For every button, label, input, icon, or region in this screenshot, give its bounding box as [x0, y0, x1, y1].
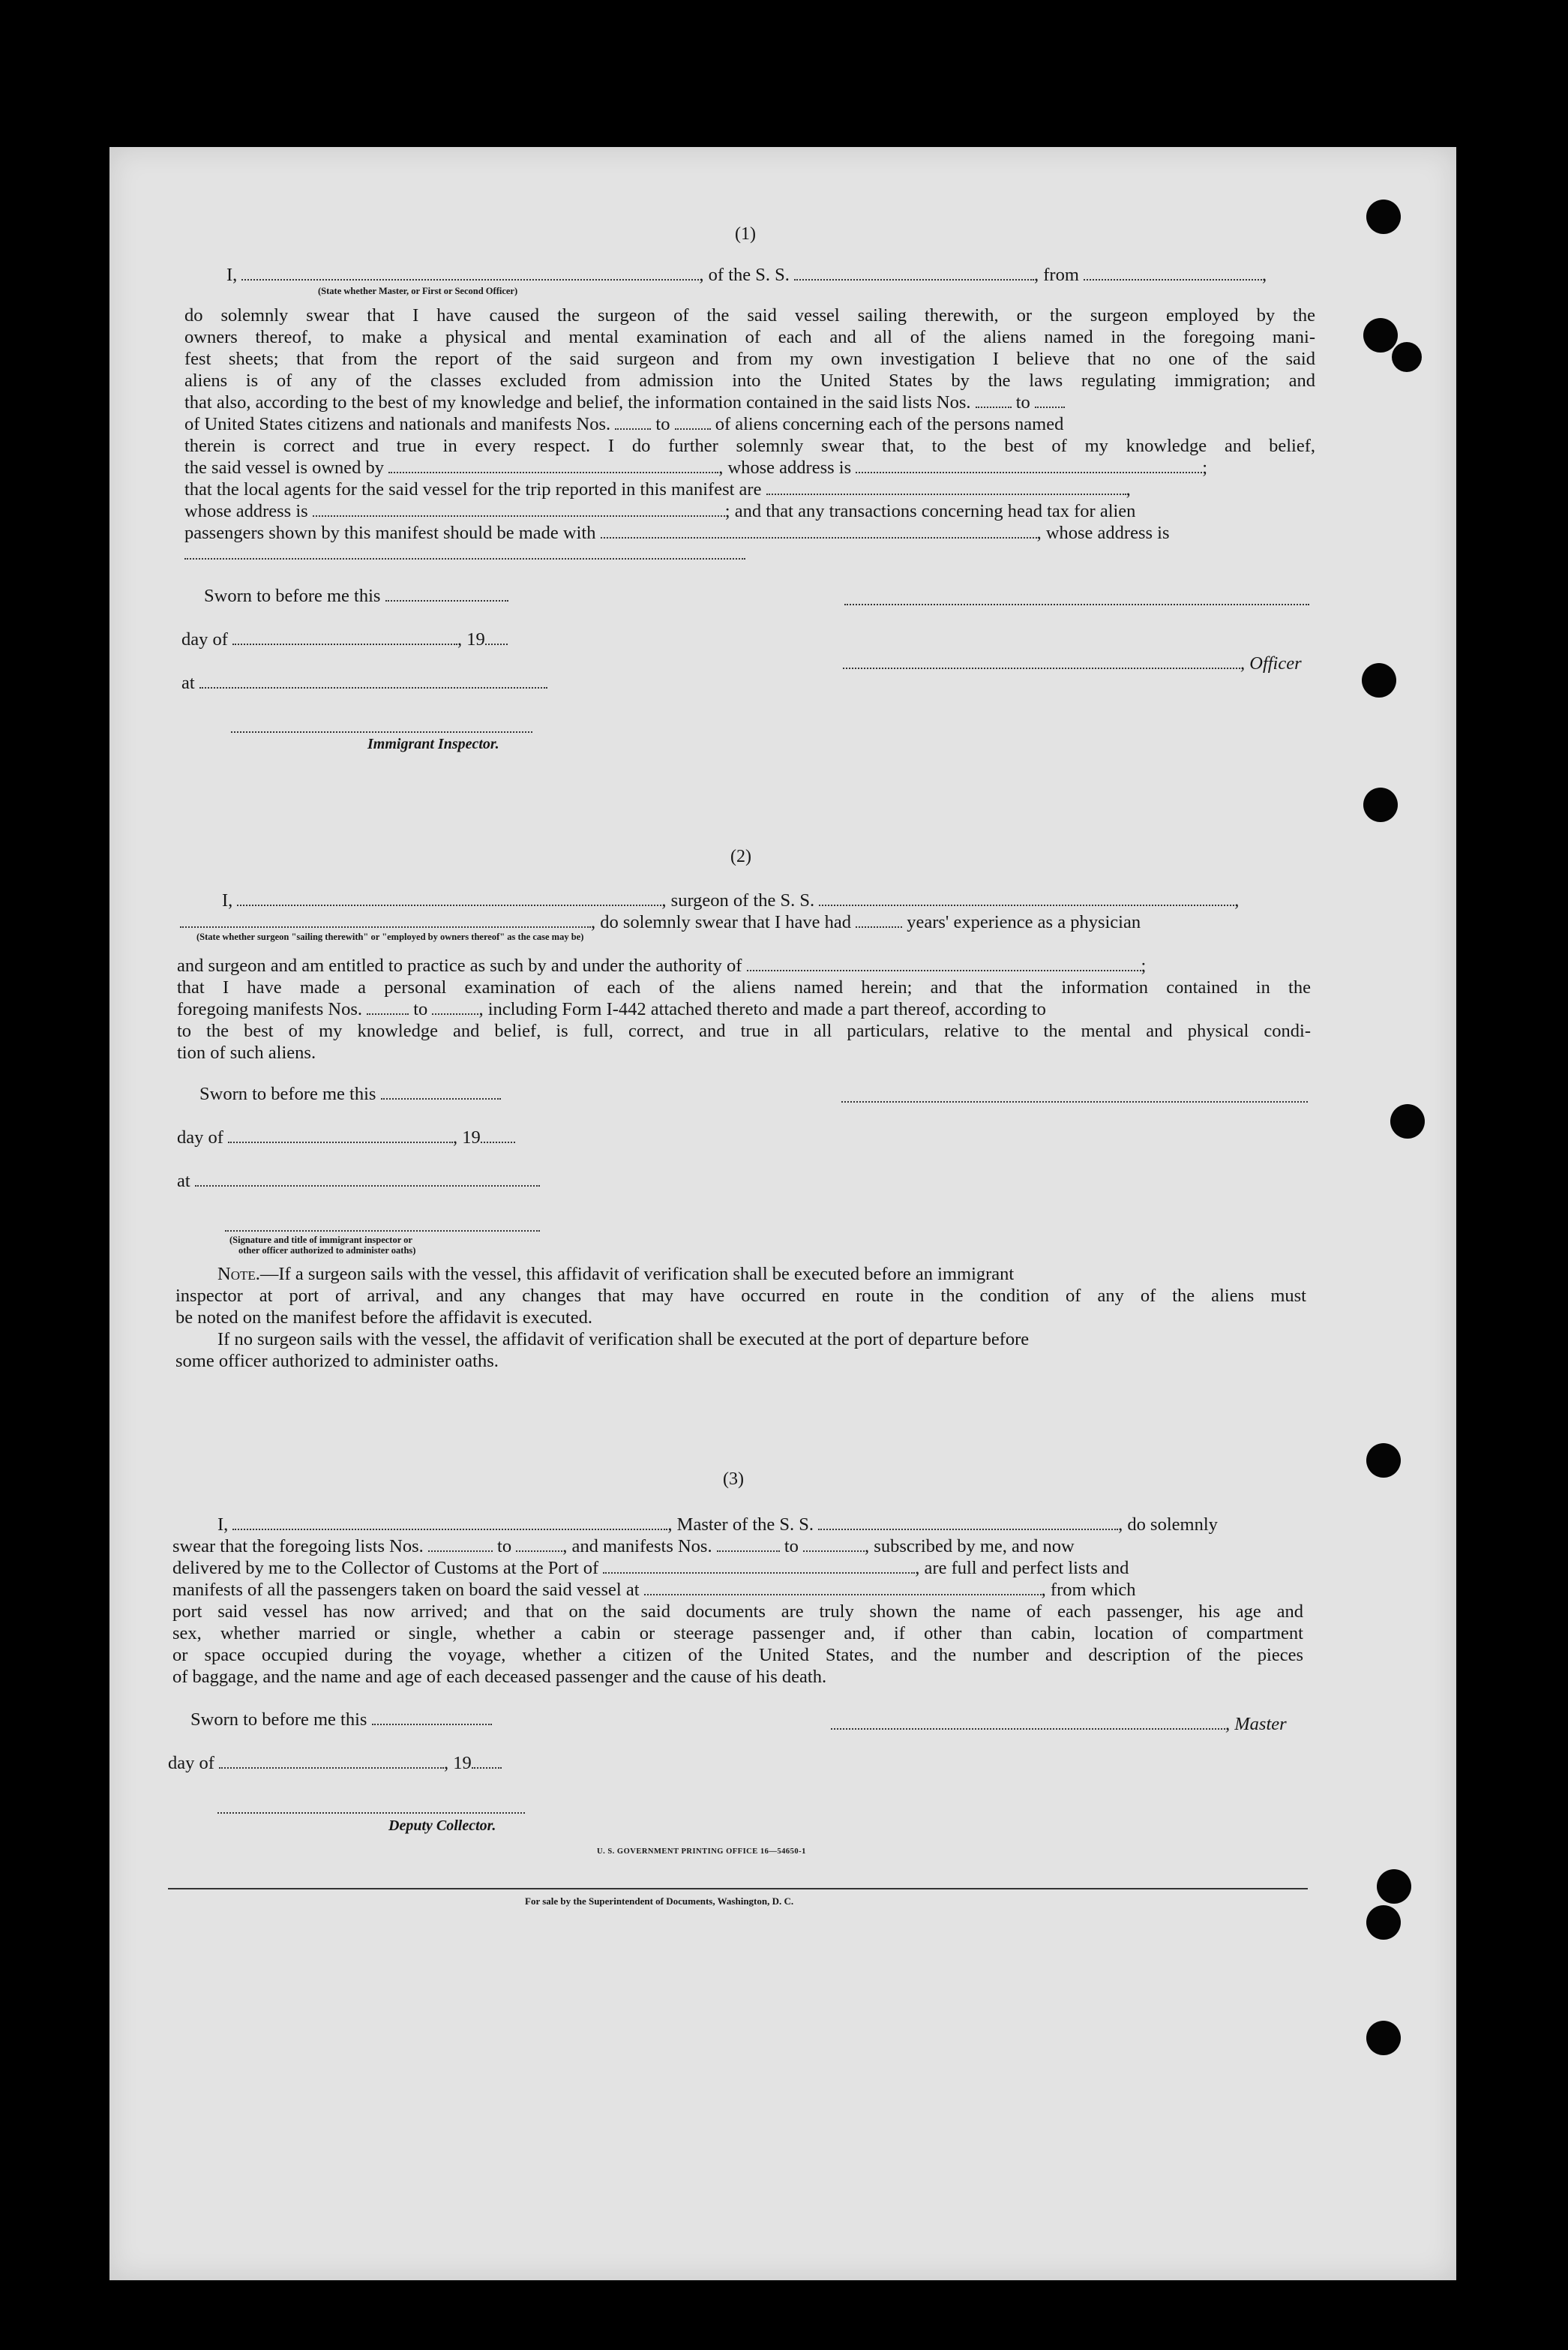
oath-text: foregoing manifests Nos. to , including Form I-442 attached thereto and made a part thereof, according to — [177, 999, 1046, 1019]
signature-line[interactable] — [844, 604, 1309, 605]
note-text: be noted on the manifest before the affidavit is executed. — [175, 1307, 593, 1328]
head-tax-party-field[interactable] — [601, 524, 1037, 539]
owner-field[interactable] — [388, 458, 718, 473]
oath-text: the said vessel is owned by , whose address is ; — [184, 458, 1208, 478]
master-signature-line: , Master — [831, 1713, 1287, 1735]
year-field[interactable] — [472, 1754, 502, 1769]
oath-text: whose address is ; and that any transactions concerning head tax for alien — [184, 501, 1136, 521]
oath-text: do solemnly swear that I have caused the surgeon of the said vessel sailing therewith, or the surgeon employed by the — [184, 305, 1315, 326]
section-number: (1) — [735, 224, 756, 244]
lists-to-field[interactable] — [516, 1537, 562, 1552]
day-of-line: day of , 19 — [168, 1752, 502, 1774]
oath-text: passengers shown by this manifest should be made with , whose address is — [184, 523, 1170, 543]
master-line: I, , Master of the S. S. , do solemnly — [217, 1514, 1218, 1535]
month-field[interactable] — [232, 630, 457, 645]
master-name-field[interactable] — [232, 1515, 667, 1530]
sworn-line: Sworn to before me this — [199, 1083, 501, 1105]
oath-text: therein is correct and true in every respect. I do further solemnly swear that, to the best of my knowledge and belief, — [184, 436, 1315, 456]
master-signature-field[interactable] — [831, 1715, 1225, 1730]
manifests-to-field[interactable] — [803, 1537, 865, 1552]
authority-field[interactable] — [747, 956, 1141, 971]
punch-hole — [1362, 663, 1396, 698]
place-field[interactable] — [199, 674, 547, 689]
vessel-name-field[interactable] — [818, 1515, 1118, 1530]
note-text: Note.—If a surgeon sails with the vessel, this affidavit of verification shall be executed before an immigrant — [217, 1264, 1015, 1284]
note-text: inspector at port of arrival, and any changes that may have occurred en route in the condition of any of the aliens must — [175, 1286, 1306, 1306]
oath-text: fest sheets; that from the report of the said surgeon and from my own investigation I believe that no one of the said — [184, 349, 1315, 369]
officer-line: I, , of the S. S. , from , — [226, 265, 1267, 285]
year-field[interactable] — [485, 630, 508, 645]
surgeon-signature-line[interactable] — [841, 1101, 1308, 1103]
surgeon-name-field[interactable] — [237, 891, 661, 906]
sworn-date-field[interactable] — [381, 1085, 501, 1100]
year-field[interactable] — [481, 1128, 515, 1143]
oath-text: or space occupied during the voyage, whether a citizen of the United States, and the number and description of the pieces — [172, 1645, 1303, 1665]
oath-text: that I have made a personal examination of each of the aliens named herein; and that the information contained in the — [177, 977, 1311, 998]
collector-signature-line[interactable] — [217, 1812, 525, 1814]
sale-notice: For sale by the Superintendent of Documents, Washington, D. C. — [525, 1895, 794, 1907]
manifests-from-field[interactable] — [367, 1000, 409, 1015]
oath-text: manifests of all the passengers taken on board the said vessel at , from which — [172, 1580, 1136, 1600]
oath-text: to the best of my knowledge and belief, is full, correct, and true in all particulars, relative to the mental and physical condi- — [177, 1021, 1311, 1041]
oath-text: of baggage, and the name and age of each deceased passenger and the cause of his death. — [172, 1667, 827, 1687]
sworn-date-field[interactable] — [372, 1710, 492, 1725]
officer-signature-field[interactable] — [843, 654, 1240, 669]
sworn-line: Sworn to before me this — [190, 1709, 492, 1730]
surgeon-line: I, , surgeon of the S. S. , — [222, 890, 1240, 911]
oath-text: delivered by me to the Collector of Customs at the Port of , are full and perfect lists and — [172, 1558, 1129, 1578]
local-agents-field[interactable] — [766, 480, 1126, 495]
officer-name-field[interactable] — [241, 266, 699, 281]
day-of-line: day of , 19 — [177, 1127, 515, 1148]
years-field[interactable] — [856, 913, 902, 928]
vessel-name-field[interactable] — [819, 891, 1234, 906]
punch-hole — [1377, 1869, 1411, 1904]
month-field[interactable] — [228, 1128, 453, 1143]
at-line: at — [181, 672, 547, 694]
day-of-line: day of , 19 — [181, 629, 508, 650]
note-text: If no surgeon sails with the vessel, the affidavit of verification shall be executed at the port of departure before — [217, 1329, 1030, 1349]
oath-text: tion of such aliens. — [177, 1043, 316, 1063]
oath-text: that the local agents for the said vessel for the trip reported in this manifest are , — [184, 479, 1131, 500]
printing-office-imprint: U. S. GOVERNMENT PRINTING OFFICE 16—54650-1 — [597, 1847, 806, 1856]
note-text: some officer authorized to administer oaths. — [175, 1351, 499, 1371]
port-field[interactable] — [603, 1559, 915, 1574]
signature-note: other officer authorized to administer oaths) — [238, 1245, 416, 1256]
head-tax-address-field[interactable] — [184, 558, 745, 560]
surgeon-note: (State whether surgeon "sailing therewith" or "employed by owners thereof" as the case may be) — [196, 932, 584, 942]
officer-signature-line: , Officer — [843, 653, 1302, 674]
departure-port-field[interactable] — [1084, 266, 1262, 281]
punch-hole — [1390, 1104, 1425, 1139]
punch-hole — [1392, 342, 1422, 372]
agents-address-field[interactable] — [313, 502, 725, 517]
surgeon-line-2: , do solemnly swear that I have had years' experience as a physician — [180, 911, 1141, 933]
punch-hole — [1366, 1905, 1401, 1940]
punch-hole — [1363, 788, 1398, 822]
officer-note: (State whether Master, or First or Second Officer) — [318, 286, 518, 296]
oath-text: sex, whether married or single, whether a cabin or steerage passenger and, if other than cabin, location of compartment — [172, 1623, 1303, 1643]
place-field[interactable] — [195, 1172, 540, 1187]
manifests-from-field[interactable] — [615, 415, 651, 430]
sworn-date-field[interactable] — [385, 587, 508, 602]
lists-from-field[interactable] — [428, 1537, 493, 1552]
punch-hole — [1363, 318, 1398, 353]
sworn-line: Sworn to before me this — [204, 585, 508, 607]
punch-hole — [1366, 1443, 1401, 1478]
collector-title: Deputy Collector. — [388, 1817, 496, 1834]
oath-text: aliens is of any of the classes excluded from admission into the United States by the laws regulating immigration; and — [184, 371, 1315, 391]
manifests-to-field[interactable] — [675, 415, 711, 430]
punch-hole — [1366, 2021, 1401, 2055]
manifests-to-field[interactable] — [432, 1000, 478, 1015]
section-number: (3) — [723, 1469, 744, 1489]
embarkation-port-field[interactable] — [644, 1580, 1042, 1595]
manifests-from-field[interactable] — [717, 1537, 780, 1552]
oath-text: that also, according to the best of my knowledge and belief, the information contained in the said lists Nos. to — [184, 392, 1065, 413]
signature-note: (Signature and title of immigrant inspector or — [229, 1235, 412, 1245]
lists-to-field[interactable] — [1035, 393, 1065, 408]
oath-text: swear that the foregoing lists Nos. to , and manifests Nos. to , subscribed by me, and now — [172, 1536, 1075, 1556]
oath-text: port said vessel has now arrived; and that on the said documents are truly shown the name of each passenger, his age and — [172, 1601, 1303, 1622]
inspector-signature-line[interactable] — [231, 731, 532, 733]
vessel-name-field[interactable] — [794, 266, 1034, 281]
oath-text: of United States citizens and nationals and manifests Nos. to of aliens concerning each of the persons named — [184, 414, 1064, 434]
footer-rule — [168, 1888, 1308, 1889]
oath-text: owners thereof, to make a physical and mental examination of each and all of the aliens named in the foregoing mani- — [184, 327, 1315, 347]
month-field[interactable] — [219, 1754, 444, 1769]
inspector-title: Immigrant Inspector. — [367, 736, 499, 752]
at-line: at — [177, 1170, 540, 1192]
lists-from-field[interactable] — [976, 393, 1012, 408]
owner-address-field[interactable] — [856, 458, 1202, 473]
surgeon-status-field[interactable] — [180, 913, 591, 928]
inspector-signature-line[interactable] — [225, 1230, 540, 1232]
punch-hole — [1366, 200, 1401, 234]
section-number: (2) — [730, 847, 751, 866]
oath-text: and surgeon and am entitled to practice as such by and under the authority of ; — [177, 956, 1147, 976]
